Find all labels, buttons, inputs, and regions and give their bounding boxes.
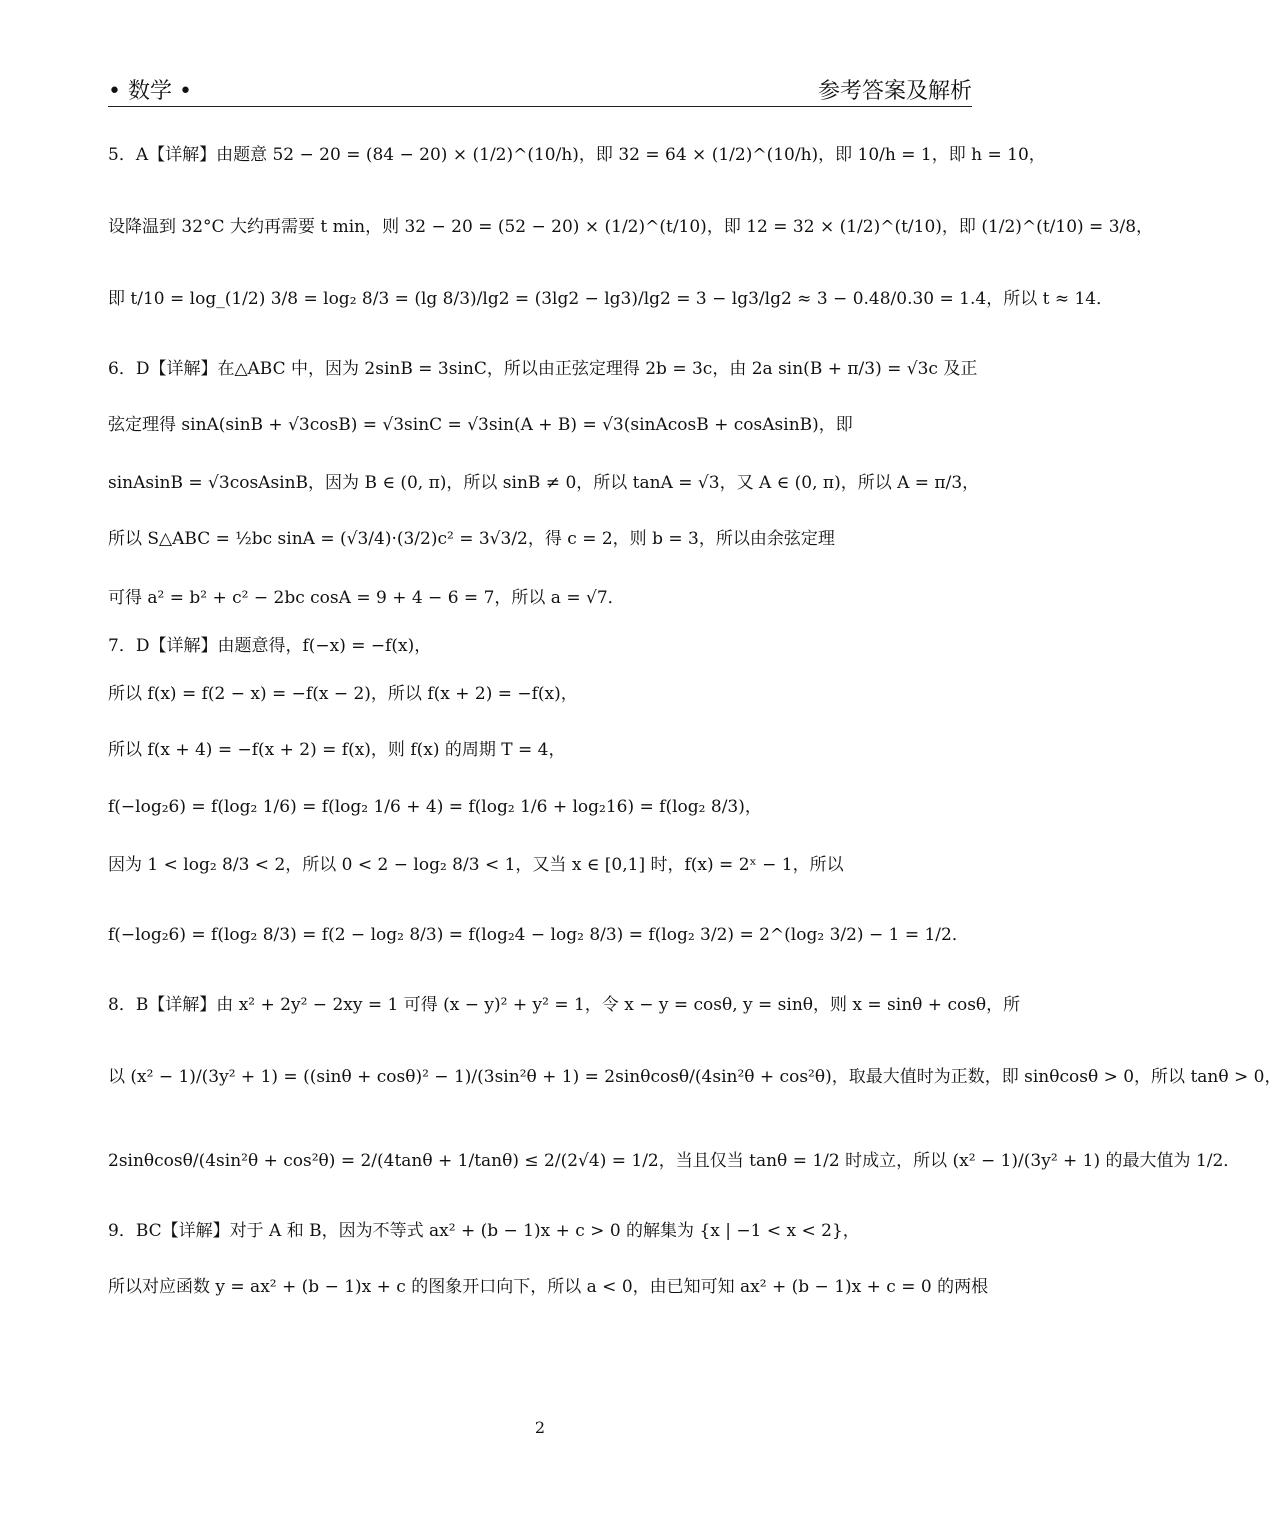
text-line: 可得 a² = b² + c² − 2bc cosA = 9 + 4 − 6 = 7，所以 a = √7．: [108, 588, 625, 608]
text-line: 设降温到 32°C 大约再需要 t min，则 32 − 20 = (52 − 20) × (1/2)^(t/10)，即 12 = 32 × (1/2)^(t/10)，即 (1/2)^(t/10) = 3/8，: [108, 217, 1154, 237]
text-line: 7．D【详解】由题意得，f(−x) = −f(x)，: [108, 636, 432, 656]
text-line: 因为 1 < log₂ 8/3 < 2，所以 0 < 2 − log₂ 8/3 < 1，又当 x ∈ [0,1] 时，f(x) = 2ˣ − 1，所以: [108, 855, 844, 875]
text-line: 弦定理得 sinA(sinB + √3cosB) = √3sinC = √3sin(A + B) = √3(sinAcosB + cosAsinB)，即: [108, 415, 853, 435]
text-line: sinAsinB = √3cosAsinB，因为 B ∈ (0, π)，所以 sinB ≠ 0，所以 tanA = √3，又 A ∈ (0, π)，所以 A = π/3，: [108, 473, 980, 493]
text-line: 所以对应函数 y = ax² + (b − 1)x + c 的图象开口向下，所以 a < 0，由已知可知 ax² + (b − 1)x + c = 0 的两根: [108, 1277, 989, 1297]
text-line: 所以 S△ABC = ½bc sinA = (√3/4)·(3/2)c² = 3√3/2，得 c = 2，则 b = 3，所以由余弦定理: [108, 529, 835, 549]
page-header: [108, 78, 972, 107]
page-number: 2: [534, 1418, 546, 1437]
header-title: 参考答案及解析: [817, 79, 972, 104]
text-line: 即 t/10 = log_(1/2) 3/8 = log₂ 8/3 = (lg 8/3)/lg2 = (3lg2 − lg3)/lg2 = 3 − lg3/lg2 ≈ 3 − 0.48/0.30 = 1.4，所以 t ≈ 14．: [108, 289, 1114, 309]
text-line: 以 (x² − 1)/(3y² + 1) = ((sinθ + cosθ)² − 1)/(3sin²θ + 1) = 2sinθcosθ/(4sin²θ + cos²θ)，取最大值时为正数，即 sinθcosθ > 0，所以 tanθ > 0，: [108, 1067, 1281, 1087]
text-line: 5．A【详解】由题意 52 − 20 = (84 − 20) × (1/2)^(10/h)，即 32 = 64 × (1/2)^(10/h)，即 10/h = 1，即 h = 10，: [108, 145, 1046, 165]
text-line: 9．BC【详解】对于 A 和 B，因为不等式 ax² + (b − 1)x + c > 0 的解集为 {x | −1 < x < 2}，: [108, 1221, 860, 1241]
text-line: 6．D【详解】在△ABC 中，因为 2sinB = 3sinC，所以由正弦定理得 2b = 3c，由 2a sin(B + π/3) = √3c 及正: [108, 359, 978, 379]
text-line: 2sinθcosθ/(4sin²θ + cos²θ) = 2/(4tanθ + 1/tanθ) ≤ 2/(2√4) = 1/2，当且仅当 tanθ = 1/2 时成立，所以 (x² − 1)/(3y² + 1) 的最大值为 1/2．: [108, 1151, 1241, 1171]
text-line: f(−log₂6) = f(log₂ 8/3) = f(2 − log₂ 8/3) = f(log₂4 − log₂ 8/3) = f(log₂ 3/2) = 2^(log₂ 3/2) − 1 = 1/2．: [108, 925, 969, 945]
text-line: 8．B【详解】由 x² + 2y² − 2xy = 1 可得 (x − y)² + y² = 1，令 x − y = cosθ, y = sinθ，则 x = sinθ + cosθ，所: [108, 995, 1021, 1015]
text-line: 所以 f(x) = f(2 − x) = −f(x − 2)，所以 f(x + 2) = −f(x)，: [108, 684, 578, 704]
text-line: f(−log₂6) = f(log₂ 1/6) = f(log₂ 1/6 + 4) = f(log₂ 1/6 + log₂16) = f(log₂ 8/3)，: [108, 797, 762, 817]
text-line: 所以 f(x + 4) = −f(x + 2) = f(x)，则 f(x) 的周期 T = 4，: [108, 740, 566, 760]
header-subject: • 数学 •: [108, 79, 192, 104]
